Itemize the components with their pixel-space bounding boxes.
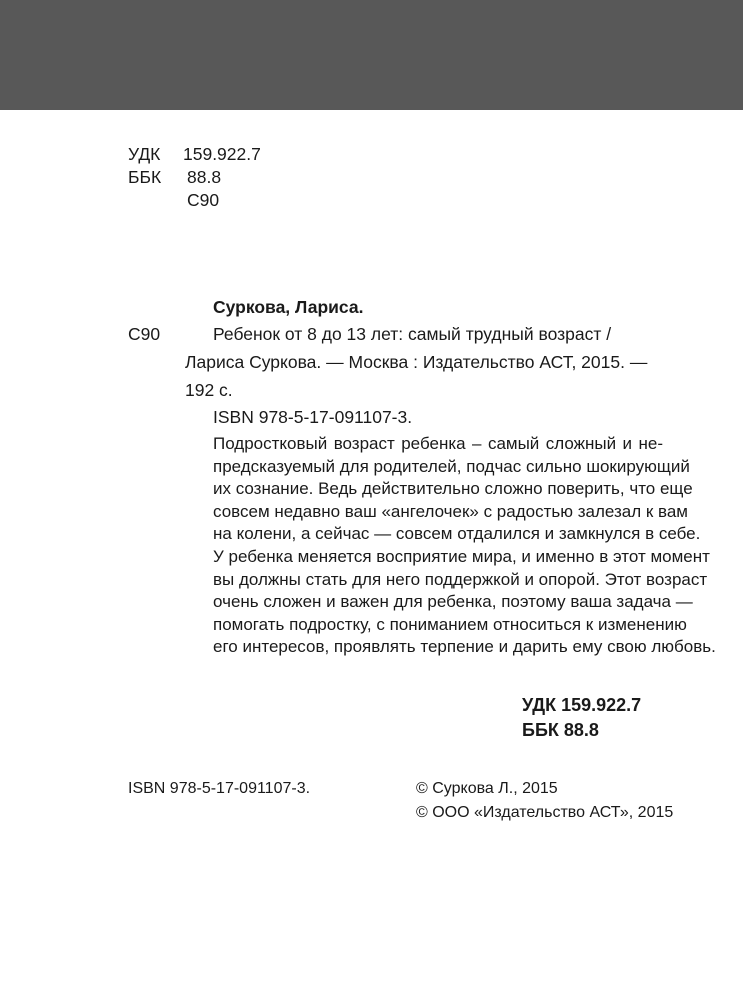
- entry-isbn: ISBN 978-5-17-091107-3.: [213, 407, 413, 427]
- abstract-line: их сознание. Ведь действительно сложно поверить, что еще: [213, 479, 693, 499]
- abstract-line: Подростковый возраст ребенка – самый сложный и не-: [213, 434, 663, 453]
- abstract-line: предсказуемый для родителей, подчас сильно шокирующий: [213, 456, 690, 476]
- classification-bbk: ББК 88.8: [522, 720, 599, 740]
- entry-mark: С90: [128, 324, 161, 344]
- abstract-line: на колени, а сейчас — совсем отдалился и замкнулся в себе.: [213, 524, 701, 544]
- entry-title-line: Лариса Суркова. — Москва : Издательство АСТ, 2015. —: [185, 352, 648, 372]
- abstract-line: У ребенка меняется восприятие мира, и именно в этот момент: [213, 546, 710, 566]
- udk-label: УДК: [128, 144, 161, 164]
- abstract: [213, 433, 716, 659]
- bbk-value: 88.8: [187, 167, 222, 187]
- abstract-line: помогать подростку, с пониманием относиться к изменению: [213, 614, 687, 634]
- footer-isbn: ISBN 978-5-17-091107-3.: [128, 780, 311, 797]
- author-mark: С90: [187, 190, 220, 210]
- abstract-line: его интересов, проявлять терпение и дарить ему свою любовь.: [213, 637, 716, 657]
- bbk-label: ББК: [128, 167, 162, 187]
- udk-value: 159.922.7: [183, 144, 261, 164]
- abstract-line: очень сложен и важен для ребенка, поэтому ваша задача —: [213, 592, 693, 612]
- top-gray-bar: [0, 0, 743, 110]
- classification-udk: УДК 159.922.7: [522, 695, 642, 715]
- copyright-publisher: © ООО «Издательство АСТ», 2015: [416, 804, 674, 821]
- copyright-author: © Суркова Л., 2015: [416, 780, 558, 797]
- abstract-line: вы должны стать для него поддержкой и опорой. Этот возраст: [213, 569, 708, 589]
- entry-title-line: 192 с.: [185, 380, 233, 400]
- entry-author: Суркова, Лариса.: [213, 297, 364, 317]
- entry-title-line: Ребенок от 8 до 13 лет: самый трудный возраст /: [213, 324, 612, 344]
- abstract-line: совсем недавно ваш «ангелочек» с радостью залезал к вам: [213, 501, 688, 521]
